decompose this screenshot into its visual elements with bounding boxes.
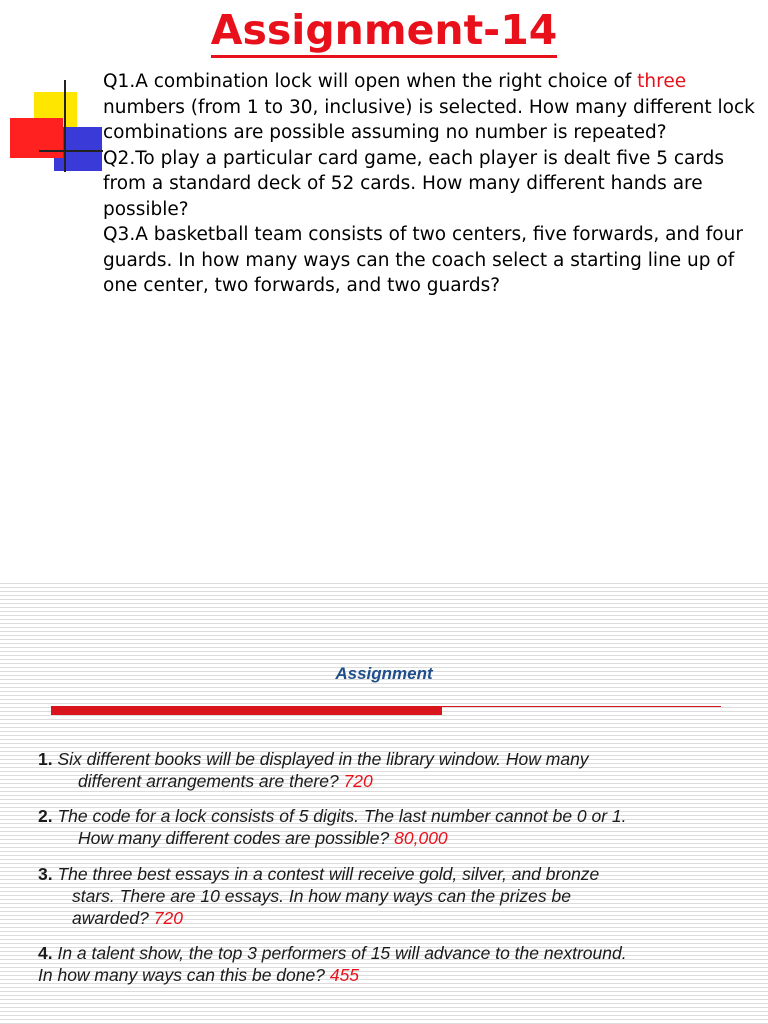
list-item: 1. Six different books will be displayed in the library window. How many different arrangements are there? 720 bbox=[38, 749, 589, 791]
highlight-word: three bbox=[637, 71, 687, 92]
list-item: 4. In a talent show, the top 3 performers of 15 will advance to the nextround. In how many ways can this be done? 455 bbox=[38, 943, 627, 985]
page-title: Assignment-14 bbox=[0, 6, 768, 54]
question-2: Q2.To play a particular card game, each player is dealt five 5 cards from a standard deck of 52 cards. How many different hands are possible? bbox=[103, 147, 725, 220]
item-answer: 455 bbox=[329, 965, 360, 985]
list-item: 3. The three best essays in a contest will receive gold, silver, and bronze stars. There are 10 essays. In how many ways can the prizes be awarded? 720 bbox=[38, 864, 600, 928]
question-1: Q1.A combination lock will open when the right choice of three numbers (from 1 to 30, inclusive) is selected. How many different lock combinations are possible assuming no number is repeated? bbox=[103, 71, 755, 143]
title-underline-bar bbox=[51, 706, 442, 715]
item-number: 2. bbox=[38, 806, 53, 826]
question-3: Q3.A basketball team consists of two centers, five forwards, and four guards. In how many ways can the coach select a starting line up of one center, two forwards, and two guards? bbox=[103, 224, 743, 296]
item-number: 4. bbox=[38, 943, 53, 963]
slide-2 bbox=[0, 580, 768, 1024]
red-square bbox=[10, 118, 63, 158]
item-answer: 720 bbox=[153, 908, 183, 928]
question-list bbox=[103, 69, 765, 299]
title-underline-rule bbox=[442, 706, 721, 707]
item-number: 3. bbox=[38, 864, 53, 884]
list-item: 2. The code for a lock consists of 5 digits. The last number cannot be 0 or 1. How many different codes are possible? 80,000 bbox=[38, 806, 627, 848]
item-number: 1. bbox=[38, 749, 53, 769]
horizontal-line bbox=[39, 150, 103, 152]
item-answer: 80,000 bbox=[394, 828, 448, 848]
assignment-title: Assignment bbox=[335, 664, 433, 683]
vertical-line bbox=[64, 80, 66, 172]
item-answer: 720 bbox=[343, 771, 373, 791]
